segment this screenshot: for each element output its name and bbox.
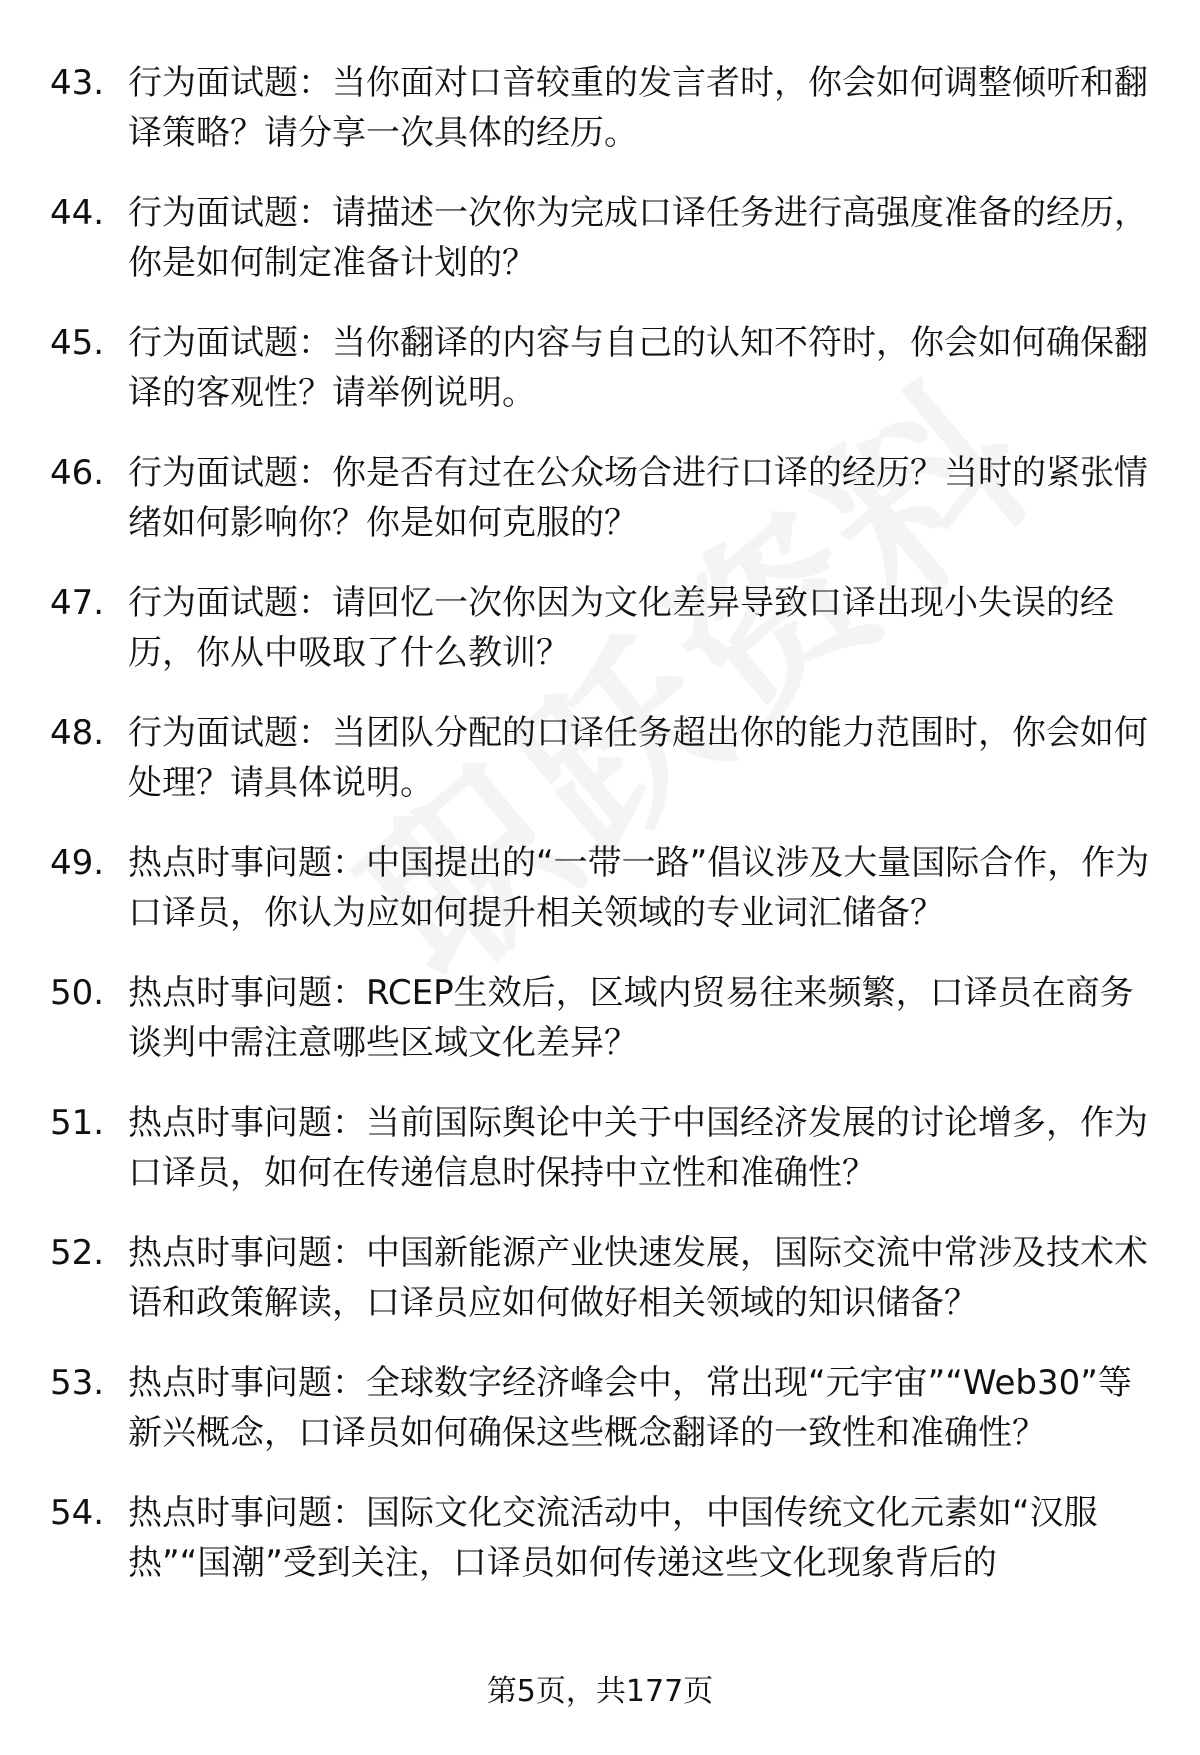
question-number: 43.	[50, 63, 105, 103]
question-text: 行为面试题：你是否有过在公众场合进行口译的经历？当时的紧张情绪如何影响你？你是如何克服的？	[128, 453, 1148, 543]
question-text: 行为面试题：当你面对口音较重的发言者时，你会如何调整倾听和翻译策略？请分享一次具体的经历。	[128, 63, 1148, 153]
question-number: 50.	[50, 973, 105, 1013]
question-number: 52.	[50, 1233, 105, 1273]
question-text: 热点时事问题：当前国际舆论中关于中国经济发展的讨论增多，作为口译员，如何在传递信息时保持中立性和准确性？	[128, 1103, 1148, 1193]
question-text: 热点时事问题：RCEP生效后，区域内贸易往来频繁，口译员在商务谈判中需注意哪些区域文化差异？	[128, 973, 1134, 1063]
list-item	[50, 448, 1160, 548]
list-item	[50, 708, 1160, 808]
question-text: 行为面试题：当你翻译的内容与自己的认知不符时，你会如何确保翻译的客观性？请举例说明。	[128, 323, 1148, 413]
question-text: 热点时事问题：中国新能源产业快速发展，国际交流中常涉及技术术语和政策解读，口译员应如何做好相关领域的知识储备？	[128, 1233, 1148, 1323]
list-item	[50, 1098, 1160, 1198]
question-text: 行为面试题：请回忆一次你因为文化差异导致口译出现小失误的经历，你从中吸取了什么教训？	[128, 583, 1114, 673]
list-item	[50, 968, 1160, 1068]
question-number: 54.	[50, 1493, 105, 1533]
question-number: 46.	[50, 453, 105, 493]
question-text: 热点时事问题：国际文化交流活动中，中国传统文化元素如“汉服热”“国潮”受到关注，口译员如何传递这些文化现象背后的	[128, 1493, 1098, 1583]
question-text: 热点时事问题：中国提出的“一带一路”倡议涉及大量国际合作，作为口译员，你认为应如何提升相关领域的专业词汇储备？	[128, 843, 1150, 933]
page-footer: 第5页，共177页	[486, 1674, 714, 1709]
question-number: 45.	[50, 323, 105, 363]
question-list	[50, 58, 1160, 1618]
list-item	[50, 1228, 1160, 1328]
list-item	[50, 58, 1160, 158]
list-item	[50, 838, 1160, 938]
question-number: 47.	[50, 583, 105, 623]
list-item	[50, 578, 1160, 678]
question-text: 热点时事问题：全球数字经济峰会中，常出现“元宇宙”“Web30”等新兴概念，口译员如何确保这些概念翻译的一致性和准确性？	[128, 1363, 1132, 1453]
list-item	[50, 188, 1160, 288]
question-text: 行为面试题：当团队分配的口译任务超出你的能力范围时，你会如何处理？请具体说明。	[128, 713, 1148, 803]
question-number: 49.	[50, 843, 105, 883]
question-number: 51.	[50, 1103, 105, 1143]
question-number: 53.	[50, 1363, 105, 1403]
list-item	[50, 1358, 1160, 1458]
question-text: 行为面试题：请描述一次你为完成口译任务进行高强度准备的经历，你是如何制定准备计划的？	[128, 193, 1148, 283]
question-number: 48.	[50, 713, 105, 753]
list-item	[50, 318, 1160, 418]
list-item	[50, 1488, 1160, 1588]
question-number: 44.	[50, 193, 105, 233]
